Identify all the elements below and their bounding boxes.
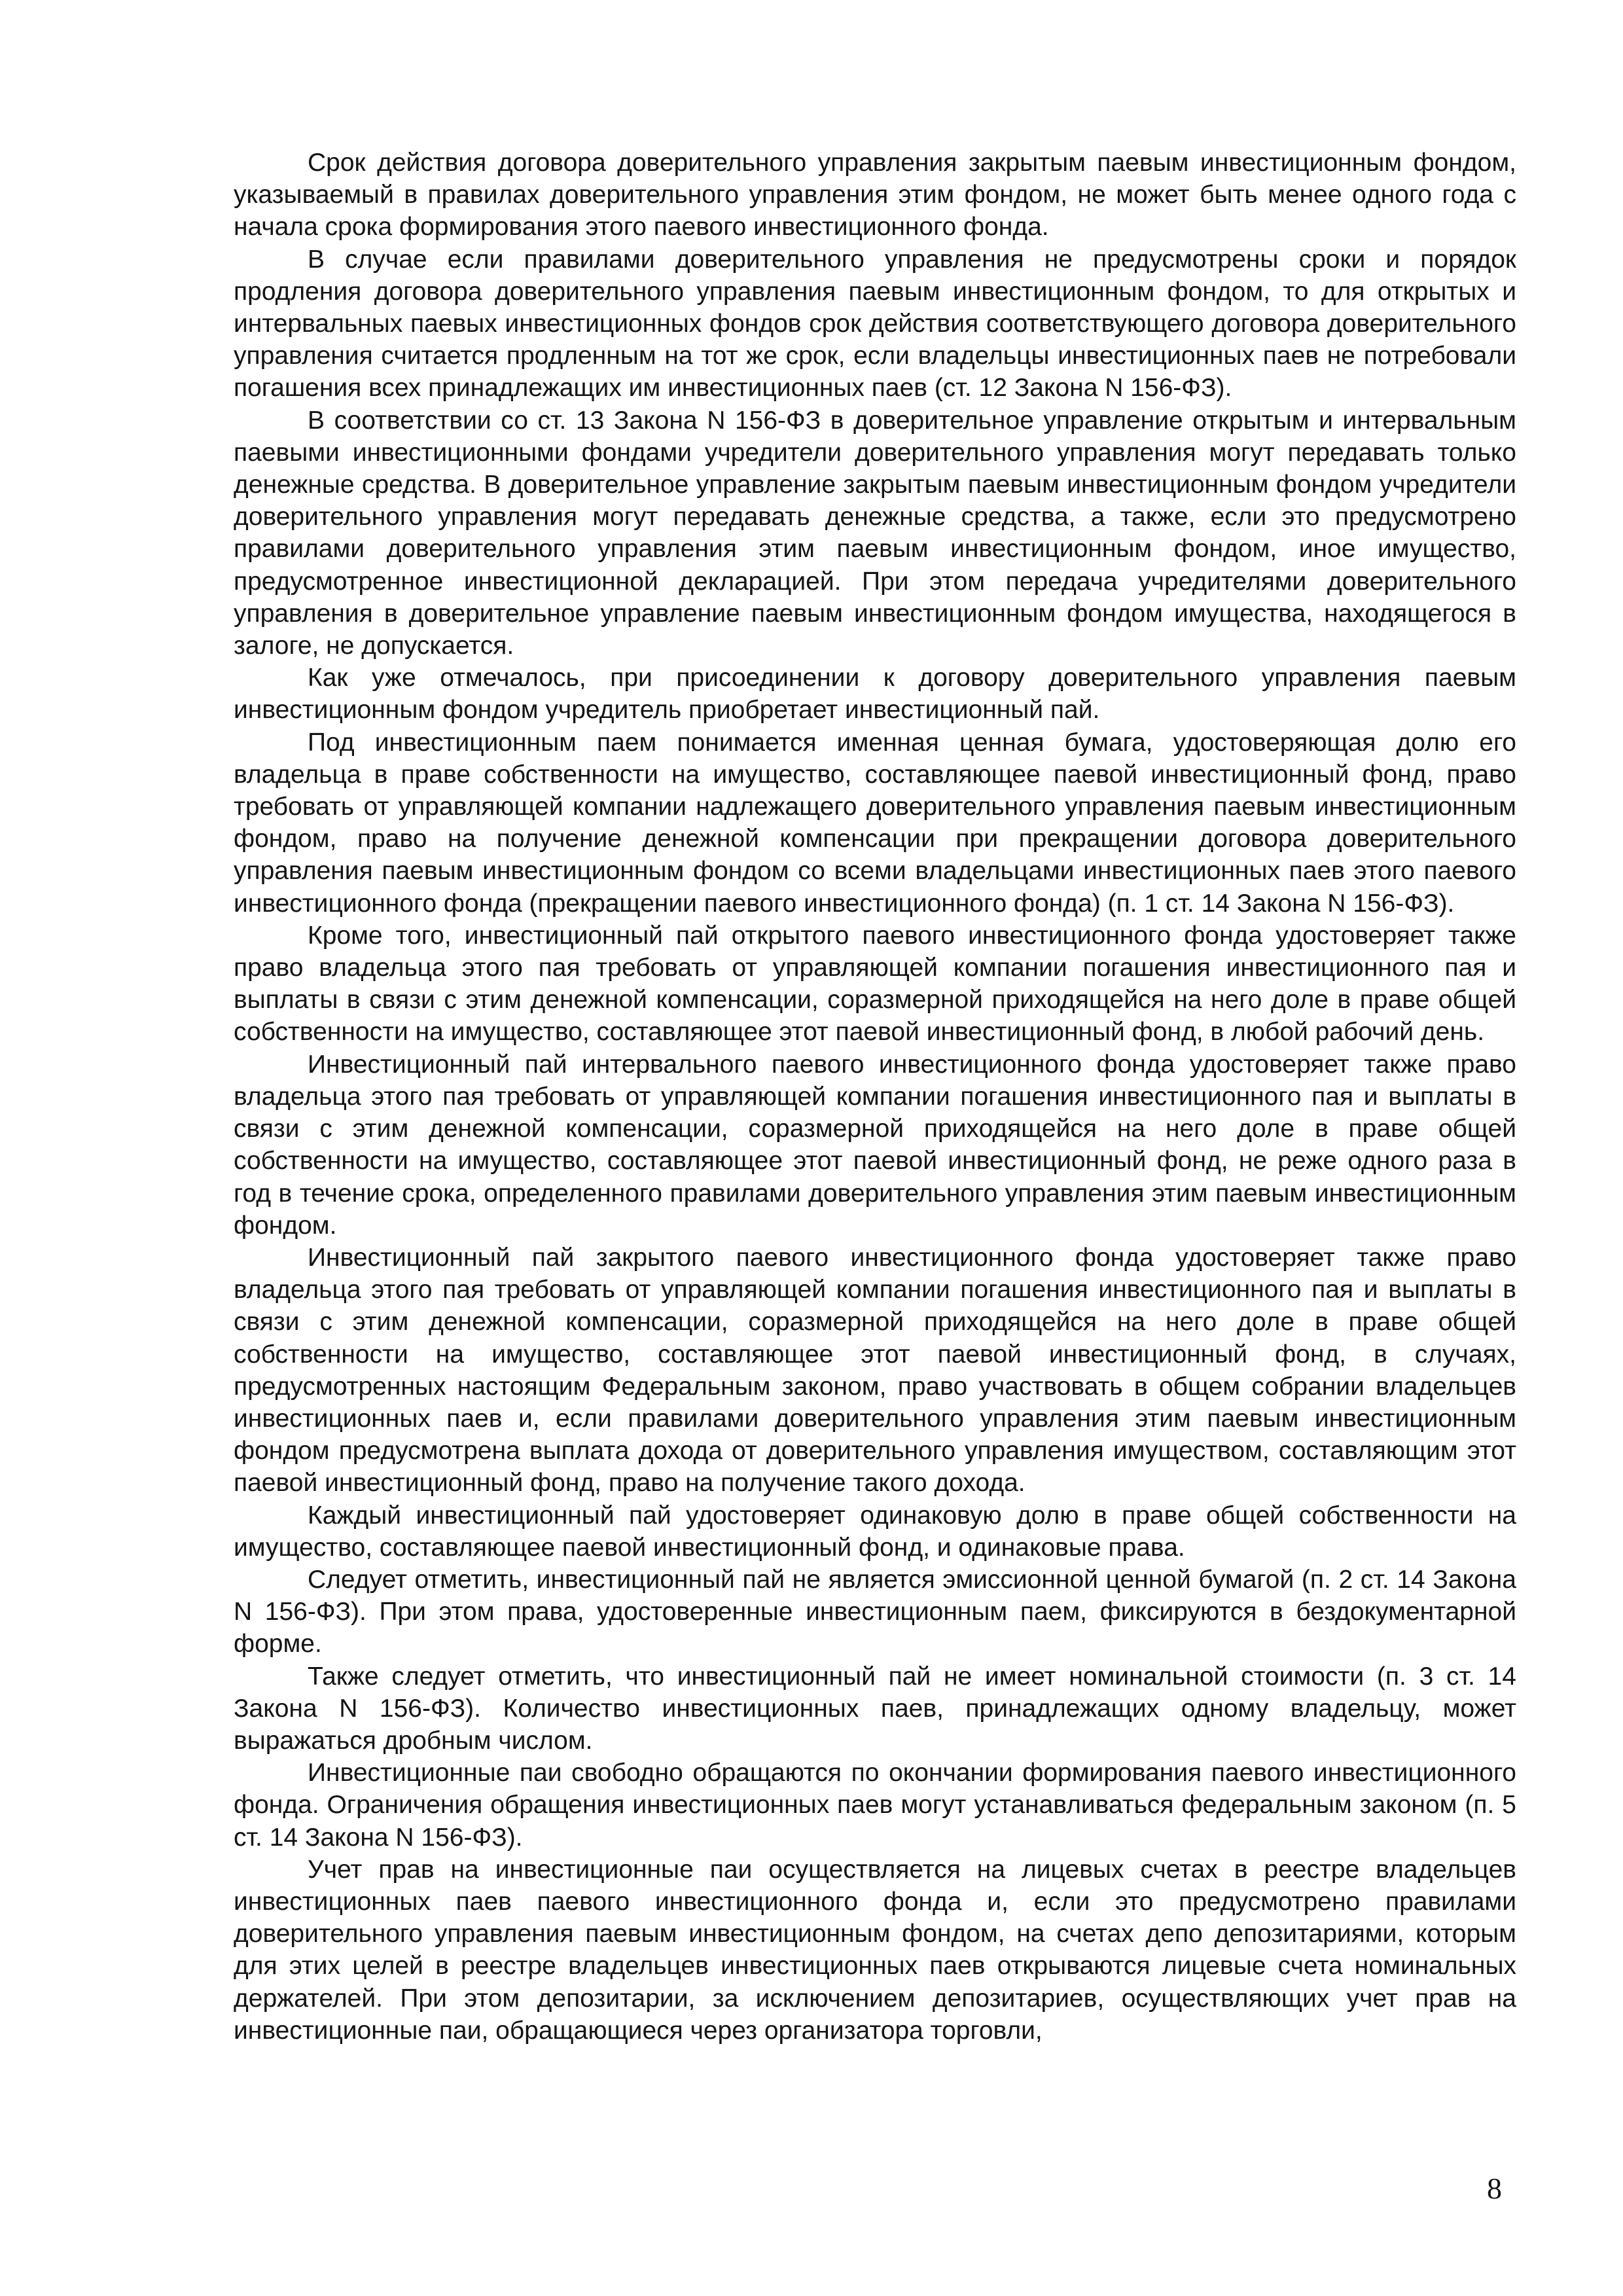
paragraph: Под инвестиционным паем понимается именная ценная бумага, удостоверяющая долю его владельца в праве собственности на имущество, составляющее паевой инвестиционный фонд, право требовать от управляющей компании надлежащего доверительного управления паевым инвестиционным фондом, право на получение денежной компенсации при прекращении договора доверительного управления паевым инвестиционным фондом со всеми владельцами инвестиционных паев этого паевого инвестиционного фонда (прекращении паевого инвестиционного фонда) (п. 1 ст. 14 Закона N 156-ФЗ). <box>234 728 1516 918</box>
paragraph: Инвестиционные паи свободно обращаются по окончании формирования паевого инвестиционного фонда. Ограничения обращения инвестиционных паев могут устанавливаться федеральным законом (п. 5 ст. 14 Закона N 156-ФЗ). <box>234 1759 1516 1852</box>
document-body <box>234 147 1516 2047</box>
paragraph: Инвестиционный пай интервального паевого инвестиционного фонда удостоверяет также право владельца этого пая требовать от управляющей компании погашения инвестиционного пая и выплаты в связи с этим денежной компенсации, соразмерной приходящейся на него доле в праве общей собственности на имущество, составляющее этот паевой инвестиционный фонд, не реже одного раза в год в течение срока, определенного правилами доверительного управления этим паевым инвестиционным фондом. <box>234 1050 1516 1240</box>
paragraph: Следует отметить, инвестиционный пай не является эмиссионной ценной бумагой (п. 2 ст. 14 Закона N 156-ФЗ). При этом права, удостоверенные инвестиционным паем, фиксируются в бездокументарной форме. <box>234 1565 1516 1659</box>
page-number: 8 <box>1487 2172 1502 2205</box>
paragraph: Как уже отмечалось, при присоединении к договору доверительного управления паевым инвестиционным фондом учредитель приобретает инвестиционный пай. <box>234 664 1516 725</box>
paragraph: В случае если правилами доверительного управления не предусмотрены сроки и порядок продления договора доверительного управления паевым инвестиционным фондом, то для открытых и интервальных паевых инвестиционных фондов срок действия соответствующего договора доверительного управления считается продленным на тот же срок, если владельцы инвестиционных паев не потребовали погашения всех принадлежащих им инвестиционных паев (ст. 12 Закона N 156-ФЗ). <box>234 245 1516 403</box>
paragraph: Инвестиционный пай закрытого паевого инвестиционного фонда удостоверяет также право владельца этого пая требовать от управляющей компании погашения инвестиционного пая и выплаты в связи с этим денежной компенсации, соразмерной приходящейся на него доле в праве общей собственности на имущество, составляющее этот паевой инвестиционный фонд, в случаях, предусмотренных настоящим Федеральным законом, право участвовать в общем собрании владельцев инвестиционных паев и, если правилами доверительного управления этим паевым инвестиционным фондом предусмотрена выплата дохода от доверительного управления имуществом, составляющим этот паевой инвестиционный фонд, право на получение такого дохода. <box>234 1243 1516 1498</box>
paragraph: Также следует отметить, что инвестиционный пай не имеет номинальной стоимости (п. 3 ст. 14 Закона N 156-ФЗ). Количество инвестиционных паев, принадлежащих одному владельцу, может выражаться дробным числом. <box>234 1662 1516 1755</box>
paragraph: Учет прав на инвестиционные паи осуществляется на лицевых счетах в реестре владельцев инвестиционных паев паевого инвестиционного фонда и, если это предусмотрено правилами доверительного управления паевым инвестиционным фондом, на счетах депо депозитариями, которым для этих целей в реестре владельцев инвестиционных паев открываются лицевые счета номинальных держателей. При этом депозитарии, за исключением депозитариев, осуществляющих учет прав на инвестиционные паи, обращающиеся через организатора торговли, <box>234 1855 1516 2045</box>
paragraph: В соответствии со ст. 13 Закона N 156-ФЗ в доверительное управление открытым и интервальным паевыми инвестиционными фондами учредители доверительного управления могут передавать только денежные средства. В доверительное управление закрытым паевым инвестиционным фондом учредители доверительного управления могут передавать денежные средства, а также, если это предусмотрено правилами доверительного управления этим паевым инвестиционным фондом, иное имущество, предусмотренное инвестиционной декларацией. При этом передача учредителями доверительного управления в доверительное управление паевым инвестиционным фондом имущества, находящегося в залоге, не допускается. <box>234 406 1516 660</box>
paragraph: Каждый инвестиционный пай удостоверяет одинаковую долю в праве общей собственности на имущество, составляющее паевой инвестиционный фонд, и одинаковые права. <box>234 1501 1516 1562</box>
paragraph: Кроме того, инвестиционный пай открытого паевого инвестиционного фонда удостоверяет также право владельца этого пая требовать от управляющей компании погашения инвестиционного пая и выплаты в связи с этим денежной компенсации, соразмерной приходящейся на него доле в праве общей собственности на имущество, составляющее этот паевой инвестиционный фонд, в любой рабочий день. <box>234 921 1516 1047</box>
paragraph: Срок действия договора доверительного управления закрытым паевым инвестиционным фондом, указываемый в правилах доверительного управления этим фондом, не может быть менее одного года с начала срока формирования этого паевого инвестиционного фонда. <box>234 149 1516 242</box>
